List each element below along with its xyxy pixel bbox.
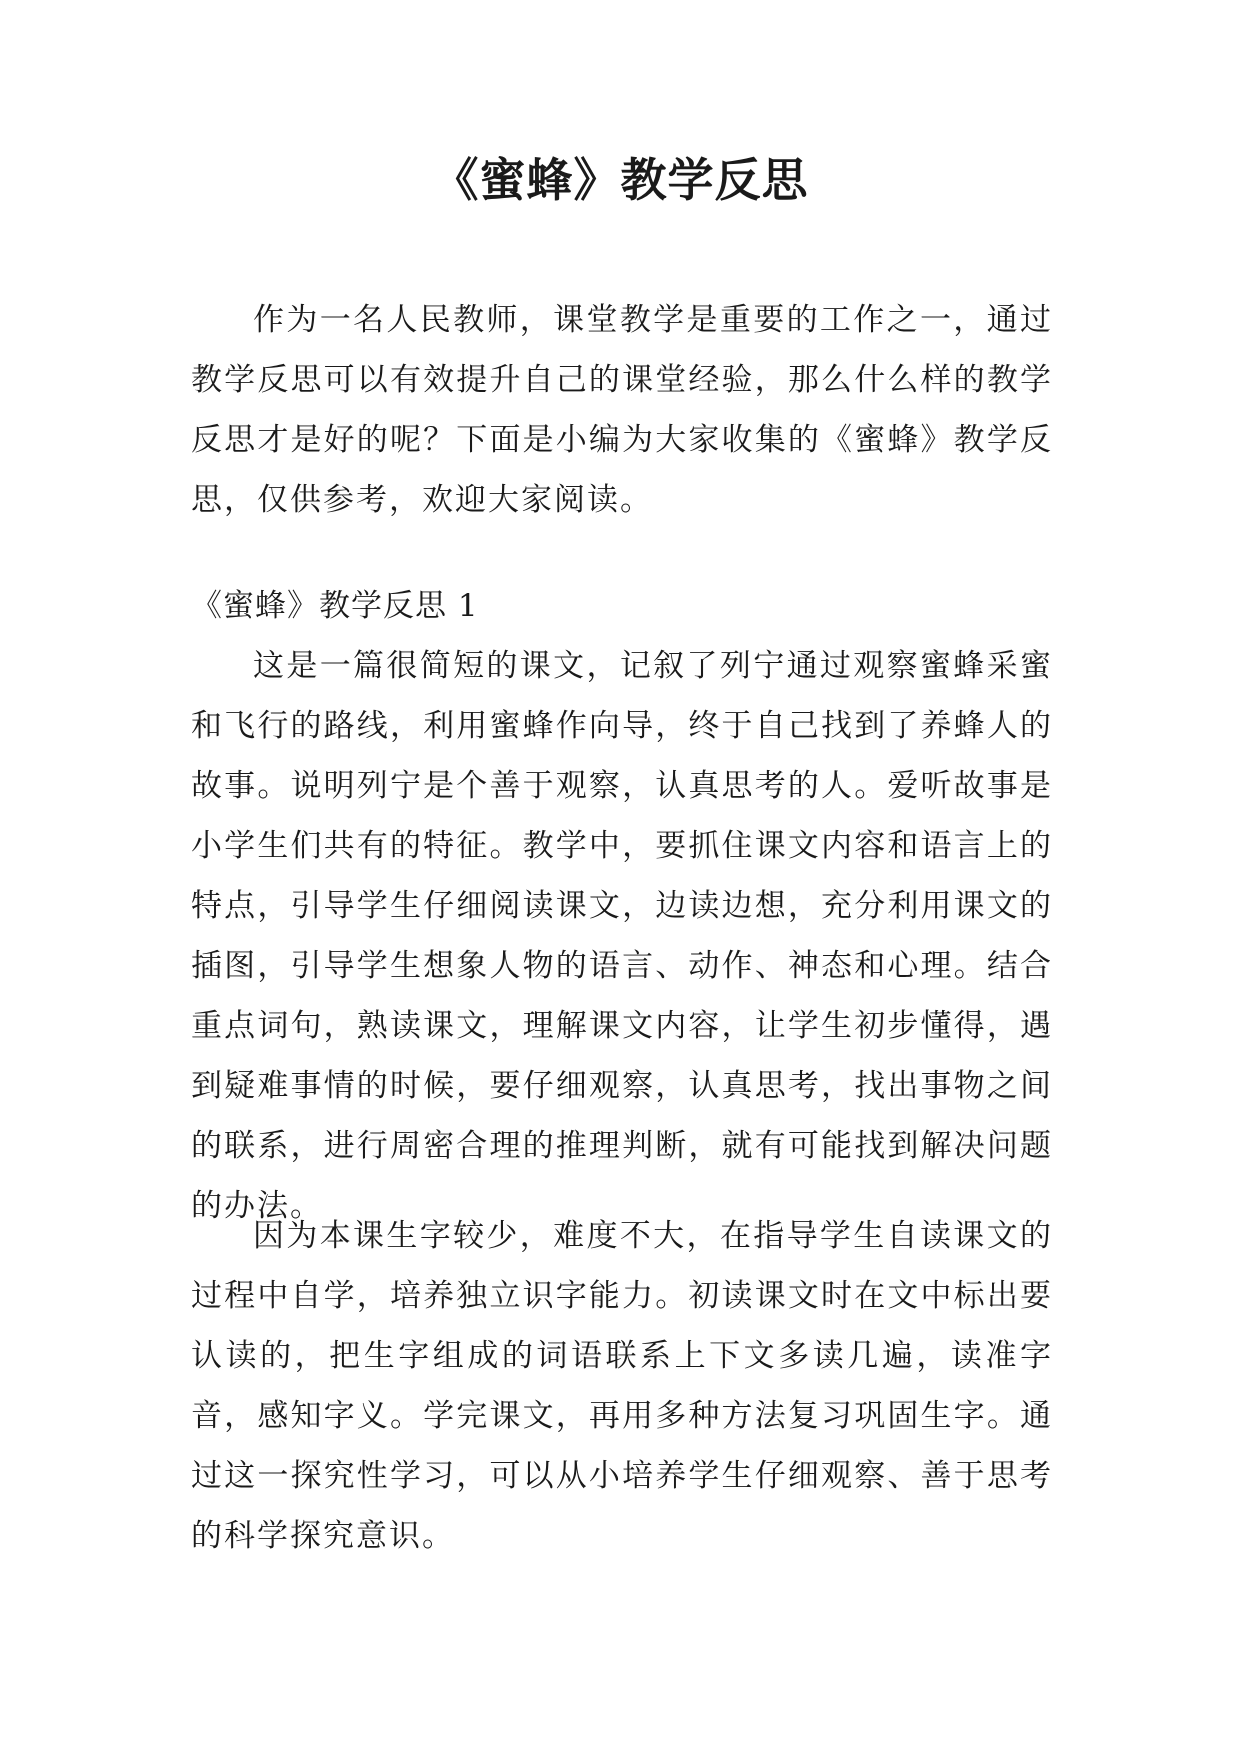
document-title: 《蜜蜂》教学反思	[432, 153, 809, 207]
section-paragraph-1: 这是一篇很简短的课文，记叙了列宁通过观察蜜蜂采蜜和飞行的路线，利用蜜蜂作向导，终于自己找到了养蜂人的故事。说明列宁是个善于观察，认真思考的人。爱听故事是小学生们共有的特征。教学中，要抓住课文内容和语言上的特点，引导学生仔细阅读课文，边读边想，充分利用课文的插图，引导学生想象人物的语言、动作、神态和心理。结合重点词句，熟读课文，理解课文内容，让学生初步懂得，遇到疑难事情的时候，要仔细观察，认真思考，找出事物之间的联系，进行周密合理的推理判断，就有可能找到解决问题的办法。	[191, 648, 1053, 1224]
section-heading: 《蜜蜂》教学反思 1	[191, 588, 479, 624]
section-paragraph-2: 因为本课生字较少，难度不大，在指导学生自读课文的过程中自学，培养独立识字能力。初读课文时在文中标出要认读的，把生字组成的词语联系上下文多读几遍，读准字音，感知字义。学完课文，再用多种方法复习巩固生字。通过这一探究性学习，可以从小培养学生仔细观察、善于思考的科学探究意识。	[191, 1218, 1053, 1554]
intro-paragraph: 作为一名人民教师，课堂教学是重要的工作之一，通过教学反思可以有效提升自己的课堂经验，那么什么样的教学反思才是好的呢？下面是小编为大家收集的《蜜蜂》教学反思，仅供参考，欢迎大家阅读。	[191, 302, 1053, 518]
